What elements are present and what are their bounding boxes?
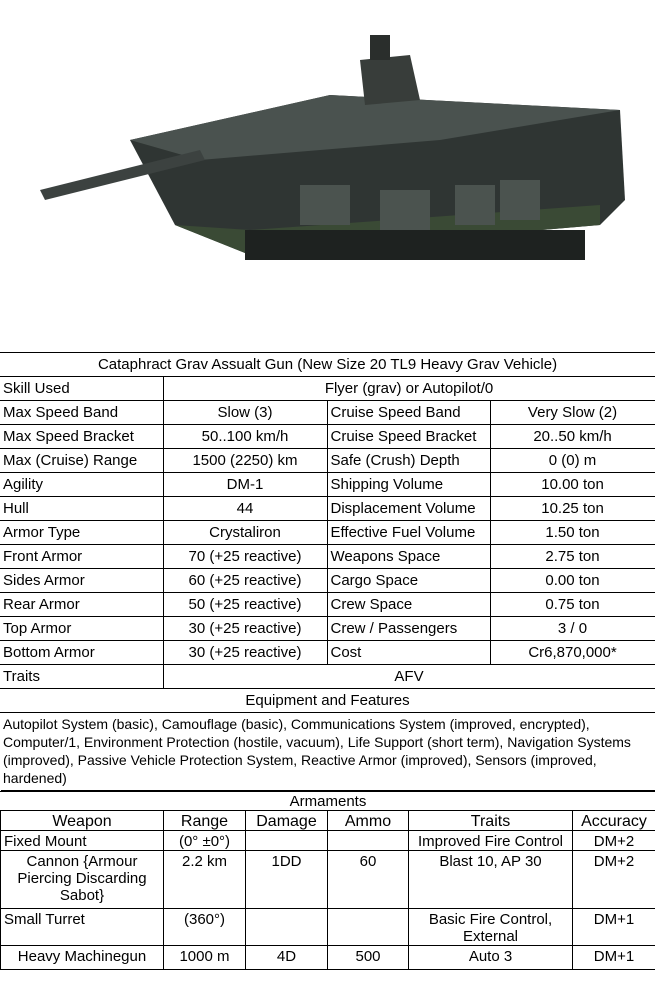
equipment-header: Equipment and Features (0, 689, 655, 713)
armament-cell: Heavy Machinegun (1, 946, 164, 970)
armament-cell: (0° ±0°) (164, 831, 246, 851)
equipment-text: Autopilot System (basic), Camouflage (basic), Communications System (improved, encrypted), Computer/1, Environment Protection (hostile, vacuum), Life Support (short term), Navigation Systems (improved), Passive Vehicle Protection System, Reactive Armor (improved), Sensors (improved, hardened) (0, 713, 655, 792)
armament-cell: 2.2 km (164, 851, 246, 909)
skill-value: Flyer (grav) or Autopilot/0 (163, 377, 655, 401)
stat-row (0, 497, 655, 521)
armament-cell (246, 909, 328, 946)
armament-cell: Blast 10, AP 30 (409, 851, 573, 909)
armaments-column-headers (1, 811, 655, 831)
armament-cell (328, 831, 409, 851)
stat-label: Cost (327, 641, 490, 665)
column-header: Range (164, 811, 246, 831)
stat-value: Very Slow (2) (490, 401, 655, 425)
armament-row (1, 946, 655, 970)
armament-cell: (360°) (164, 909, 246, 946)
stat-label: Max (Cruise) Range (0, 449, 163, 473)
skill-label: Skill Used (0, 377, 163, 401)
stat-label: Sides Armor (0, 569, 163, 593)
armament-cell (328, 909, 409, 946)
stat-label: Effective Fuel Volume (327, 521, 490, 545)
stat-value: Crystaliron (163, 521, 327, 545)
stat-label: Max Speed Bracket (0, 425, 163, 449)
stat-value: 1.50 ton (490, 521, 655, 545)
column-header: Accuracy (573, 811, 655, 831)
stat-value: 2.75 ton (490, 545, 655, 569)
armament-cell: DM+1 (573, 946, 655, 970)
stat-value: 0 (0) m (490, 449, 655, 473)
stat-label: Max Speed Band (0, 401, 163, 425)
stat-label: Crew / Passengers (327, 617, 490, 641)
armaments-header: Armaments (1, 791, 655, 811)
column-header: Damage (246, 811, 328, 831)
stat-row (0, 641, 655, 665)
stat-label: Crew Space (327, 593, 490, 617)
stat-value: 50 (+25 reactive) (163, 593, 327, 617)
stat-label: Displacement Volume (327, 497, 490, 521)
stat-label: Rear Armor (0, 593, 163, 617)
stat-label: Top Armor (0, 617, 163, 641)
stat-value: 0.00 ton (490, 569, 655, 593)
column-header: Ammo (328, 811, 409, 831)
stat-label: Shipping Volume (327, 473, 490, 497)
stats-table (0, 352, 655, 689)
stat-label: Safe (Crush) Depth (327, 449, 490, 473)
armament-cell: Auto 3 (409, 946, 573, 970)
column-header: Traits (409, 811, 573, 831)
armament-cell: DM+2 (573, 831, 655, 851)
stat-row (0, 569, 655, 593)
stat-row (0, 449, 655, 473)
stat-label: Cruise Speed Bracket (327, 425, 490, 449)
vehicle-title: Cataphract Grav Assualt Gun (New Size 20 TL9 Heavy Grav Vehicle) (0, 353, 655, 377)
stat-value: 50..100 km/h (163, 425, 327, 449)
armament-cell: DM+1 (573, 909, 655, 946)
stat-label: Agility (0, 473, 163, 497)
stat-row (0, 401, 655, 425)
stat-label: Weapons Space (327, 545, 490, 569)
traits-label: Traits (0, 665, 163, 689)
stat-label: Cargo Space (327, 569, 490, 593)
armament-cell (246, 831, 328, 851)
column-header: Weapon (1, 811, 164, 831)
stat-value: 10.00 ton (490, 473, 655, 497)
stat-row (0, 617, 655, 641)
armament-cell: Small Turret (1, 909, 164, 946)
stat-value: Slow (3) (163, 401, 327, 425)
grav-tank-image (0, 0, 655, 350)
stat-value: 1500 (2250) km (163, 449, 327, 473)
stat-value: 20..50 km/h (490, 425, 655, 449)
stat-row (0, 473, 655, 497)
stat-value: Cr6,870,000* (490, 641, 655, 665)
stat-label: Bottom Armor (0, 641, 163, 665)
armament-cell: Basic Fire Control, External (409, 909, 573, 946)
stat-value: 70 (+25 reactive) (163, 545, 327, 569)
armament-cell: 60 (328, 851, 409, 909)
stat-row (0, 545, 655, 569)
stat-row (0, 425, 655, 449)
stat-value: 3 / 0 (490, 617, 655, 641)
armament-row (1, 831, 655, 851)
stat-value: 30 (+25 reactive) (163, 641, 327, 665)
armament-cell: 500 (328, 946, 409, 970)
traits-value: AFV (163, 665, 655, 689)
stat-value: 30 (+25 reactive) (163, 617, 327, 641)
stat-value: DM-1 (163, 473, 327, 497)
armament-row (1, 909, 655, 946)
stat-row (0, 593, 655, 617)
stat-row (0, 521, 655, 545)
stat-value: 44 (163, 497, 327, 521)
armament-cell: 4D (246, 946, 328, 970)
armament-cell: Fixed Mount (1, 831, 164, 851)
armaments-table (0, 790, 655, 970)
stat-label: Cruise Speed Band (327, 401, 490, 425)
armament-row (1, 851, 655, 909)
armament-cell: 1000 m (164, 946, 246, 970)
stat-label: Armor Type (0, 521, 163, 545)
stat-value: 0.75 ton (490, 593, 655, 617)
armament-cell: Improved Fire Control (409, 831, 573, 851)
armament-cell: DM+2 (573, 851, 655, 909)
stat-label: Front Armor (0, 545, 163, 569)
armament-cell: 1DD (246, 851, 328, 909)
armament-cell: Cannon {Armour Piercing Discarding Sabot} (1, 851, 164, 909)
stat-label: Hull (0, 497, 163, 521)
stat-value: 10.25 ton (490, 497, 655, 521)
equipment-table (0, 688, 655, 792)
stat-value: 60 (+25 reactive) (163, 569, 327, 593)
